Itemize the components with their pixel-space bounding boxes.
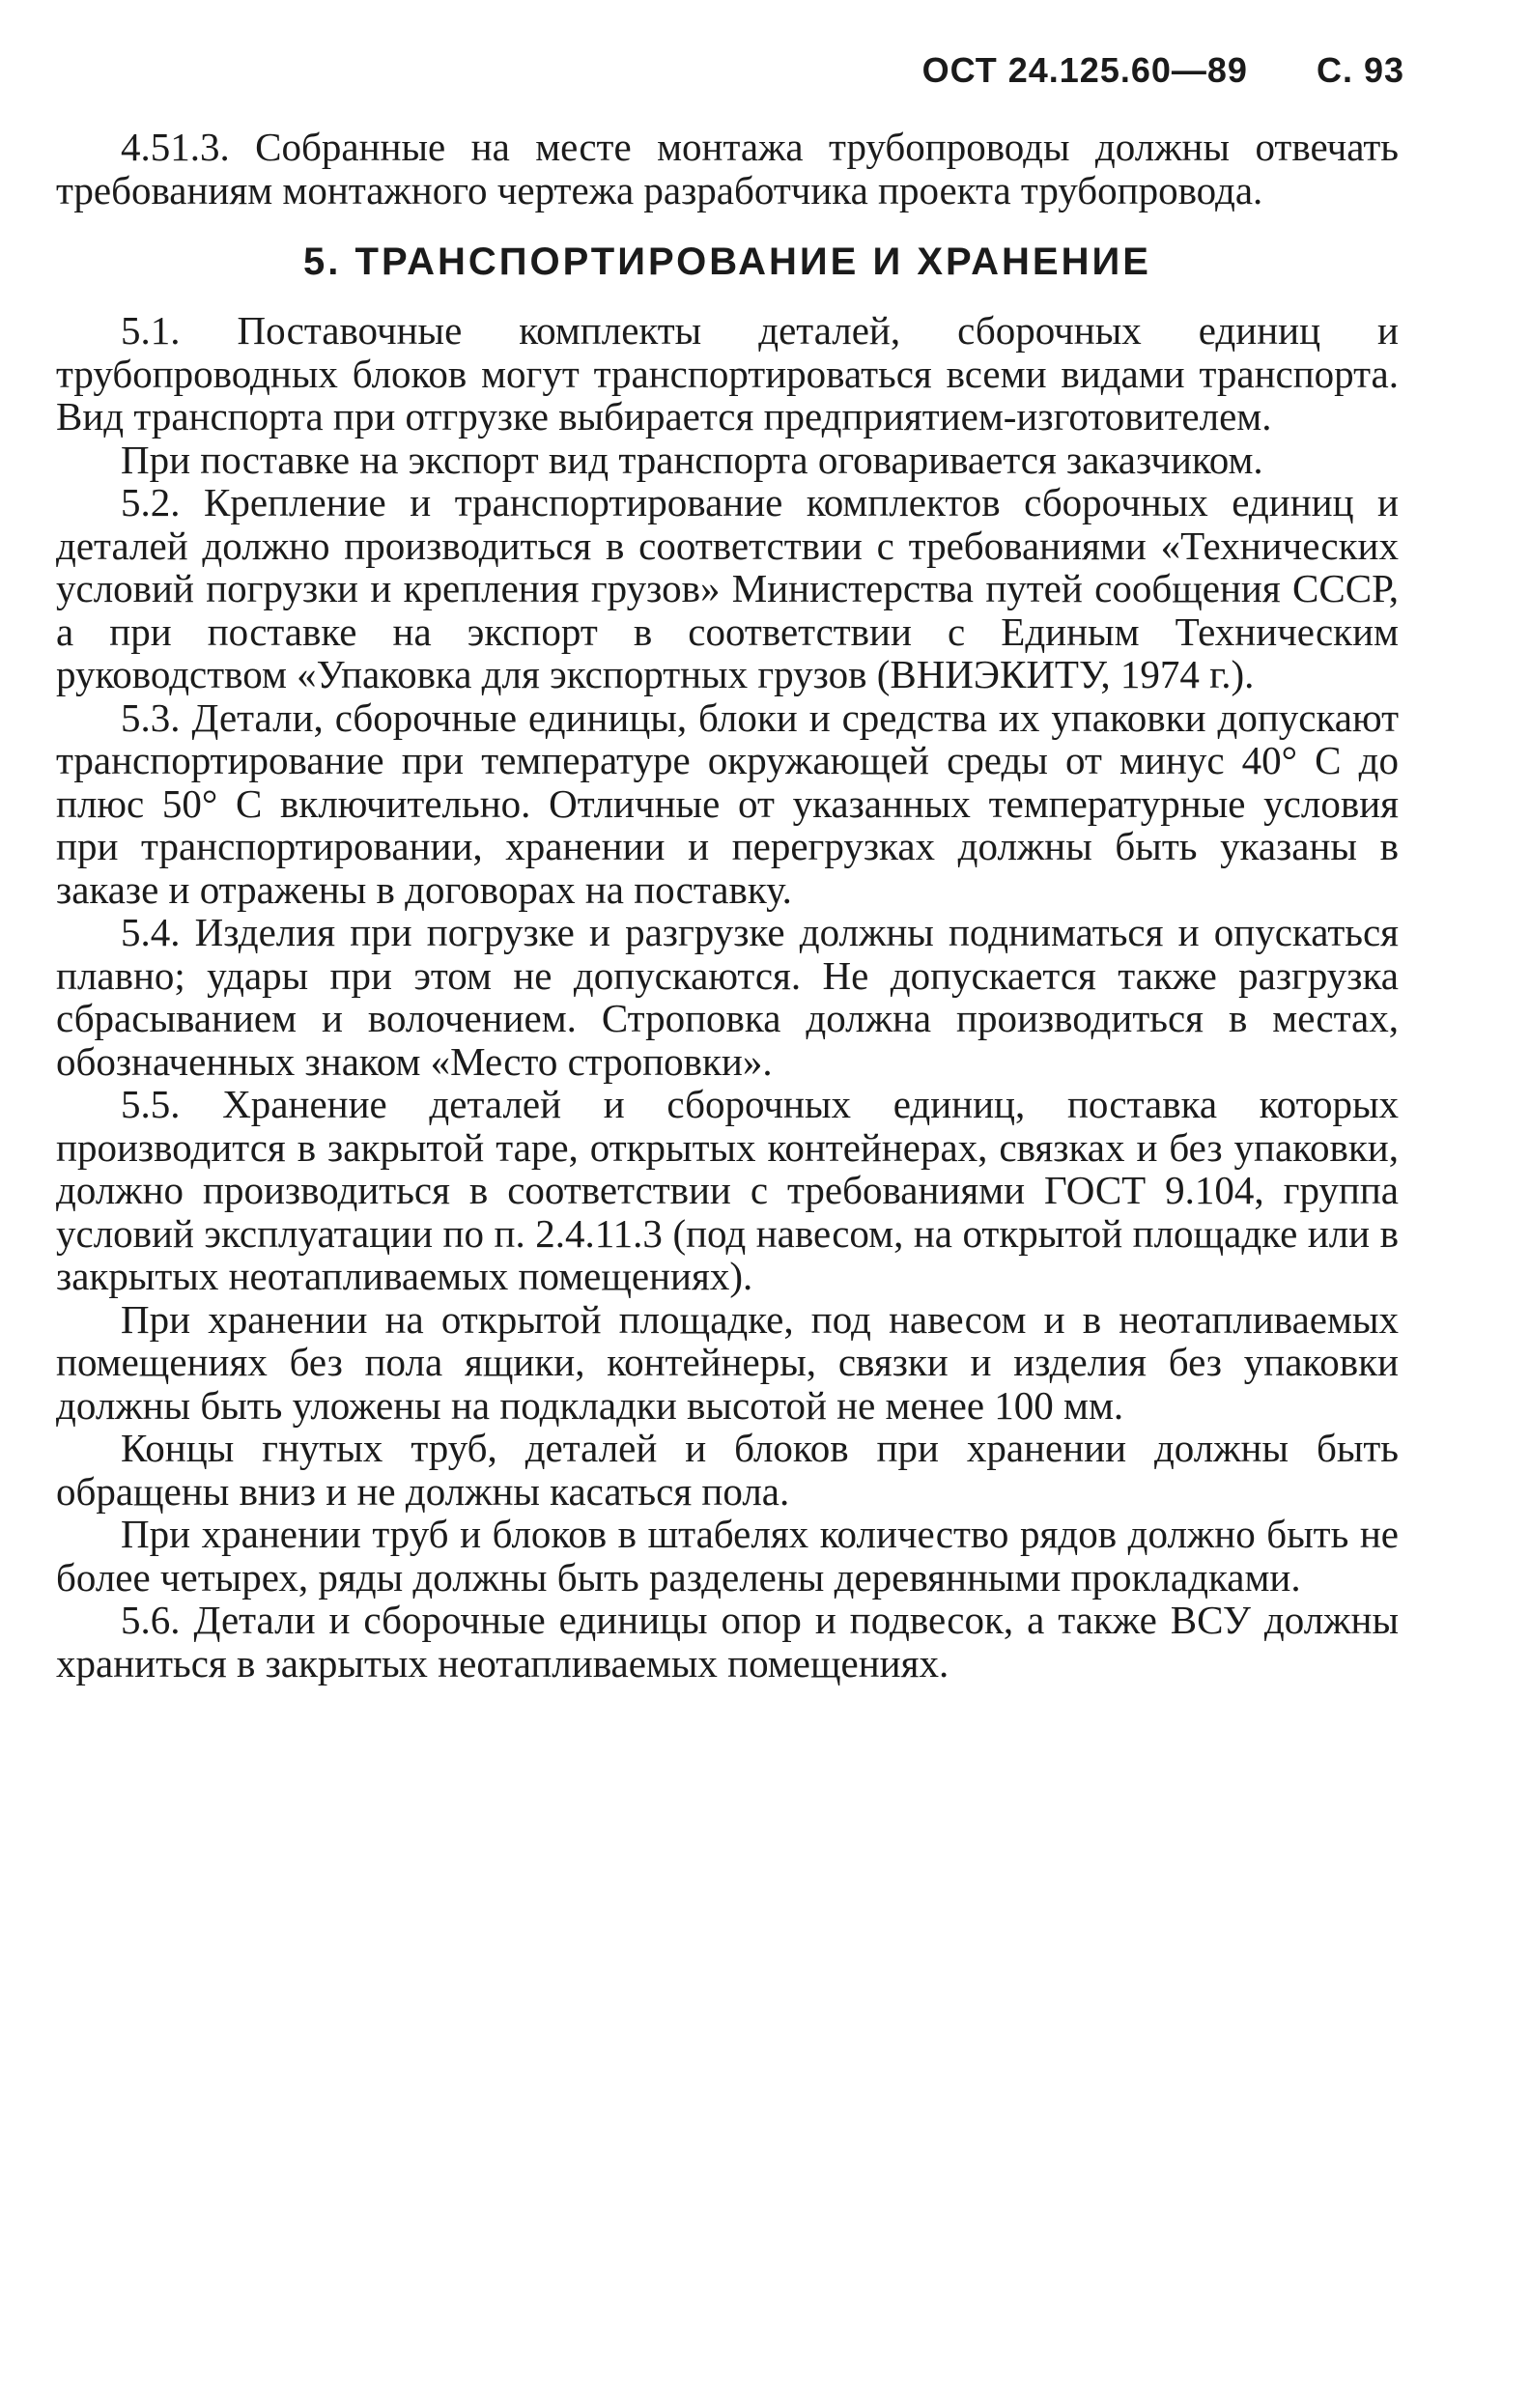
running-header — [922, 50, 1404, 91]
paragraph-4-51-3: 4.51.3. Собранные на месте монтажа трубопроводы должны отвечать требованиям монтажного чертежа разработчика проекта трубопровода. — [56, 125, 1399, 212]
paragraph-5-3: 5.3. Детали, сборочные единицы, блоки и средства их упаковки допускают транспортирование при температуре окружающей среды от минус 40° С до плюс 50° С включительно. Отличные от указанных температурные условия при транспортировании, хранении и перегрузках должны быть указаны в заказе и отражены в договорах на поставку. — [56, 694, 1399, 912]
page-body — [56, 126, 1399, 1685]
page-number: С. 93 — [1316, 50, 1404, 90]
paragraph-5-4: 5.4. Изделия при погрузке и разгрузке должны подниматься и опускаться плавно; удары при этом не допускаются. Не допускается также разгрузка сбрасыванием и волочением. Строповка должна производиться в местах, обозначенных знаком «Место строповки». — [56, 910, 1399, 1084]
paragraph-5-1: 5.1. Поставочные комплекты деталей, сборочных единиц и трубопроводных блоков могут транспортироваться всеми видами транспорта. Вид транспорта при отгрузке выбирается предприятием-изготовителем. — [56, 308, 1399, 439]
paragraph-export-transport: При поставке на экспорт вид транспорта оговаривается заказчиком. — [121, 437, 1263, 482]
paragraph-5-5: 5.5. Хранение деталей и сборочных единиц, поставка которых производится в закрытой таре, открытых контейнерах, связках и без упаковки, должно производиться в соответствии с требованиями ГОСТ 9.104, группа условий эксплуатации по п. 2.4.11.3 (под навесом, на открытой площадке или в закрытых неотапливаемых помещениях). — [56, 1082, 1399, 1298]
paragraph-storage-open-area: При хранении на открытой площадке, под навесом и в неотапливаемых помещениях без пола ящики, контейнеры, связки и изделия без упаковки должны быть уложены на подкладки высотой не менее 100 мм. — [56, 1296, 1399, 1428]
paragraph-stacking: При хранении труб и блоков в штабелях количество рядов должно быть не более четырех, ряды должны быть разделены деревянными прокладками. — [56, 1512, 1399, 1600]
section-title: 5. ТРАНСПОРТИРОВАНИЕ И ХРАНЕНИЕ — [303, 241, 1151, 283]
standard-code: ОСТ 24.125.60—89 — [921, 50, 1248, 90]
paragraph-pipe-ends: Концы гнутых труб, деталей и блоков при хранении должны быть обращены вниз и не должны касаться пола. — [56, 1426, 1399, 1514]
paragraph-5-6: 5.6. Детали и сборочные единицы опор и подвесок, а также ВСУ должны храниться в закрытых неотапливаемых помещениях. — [56, 1598, 1399, 1686]
paragraph-5-2: 5.2. Крепление и транспортирование комплектов сборочных единиц и деталей должно производиться в соответствии с требованиями «Технических условий погрузки и крепления грузов» Министерства путей сообщения СССР, а при поставке на экспорт в соответствии с Единым Техническим руководством «Упаковка для экспортных грузов (ВНИЭКИТУ, 1974 г.). — [56, 480, 1399, 696]
